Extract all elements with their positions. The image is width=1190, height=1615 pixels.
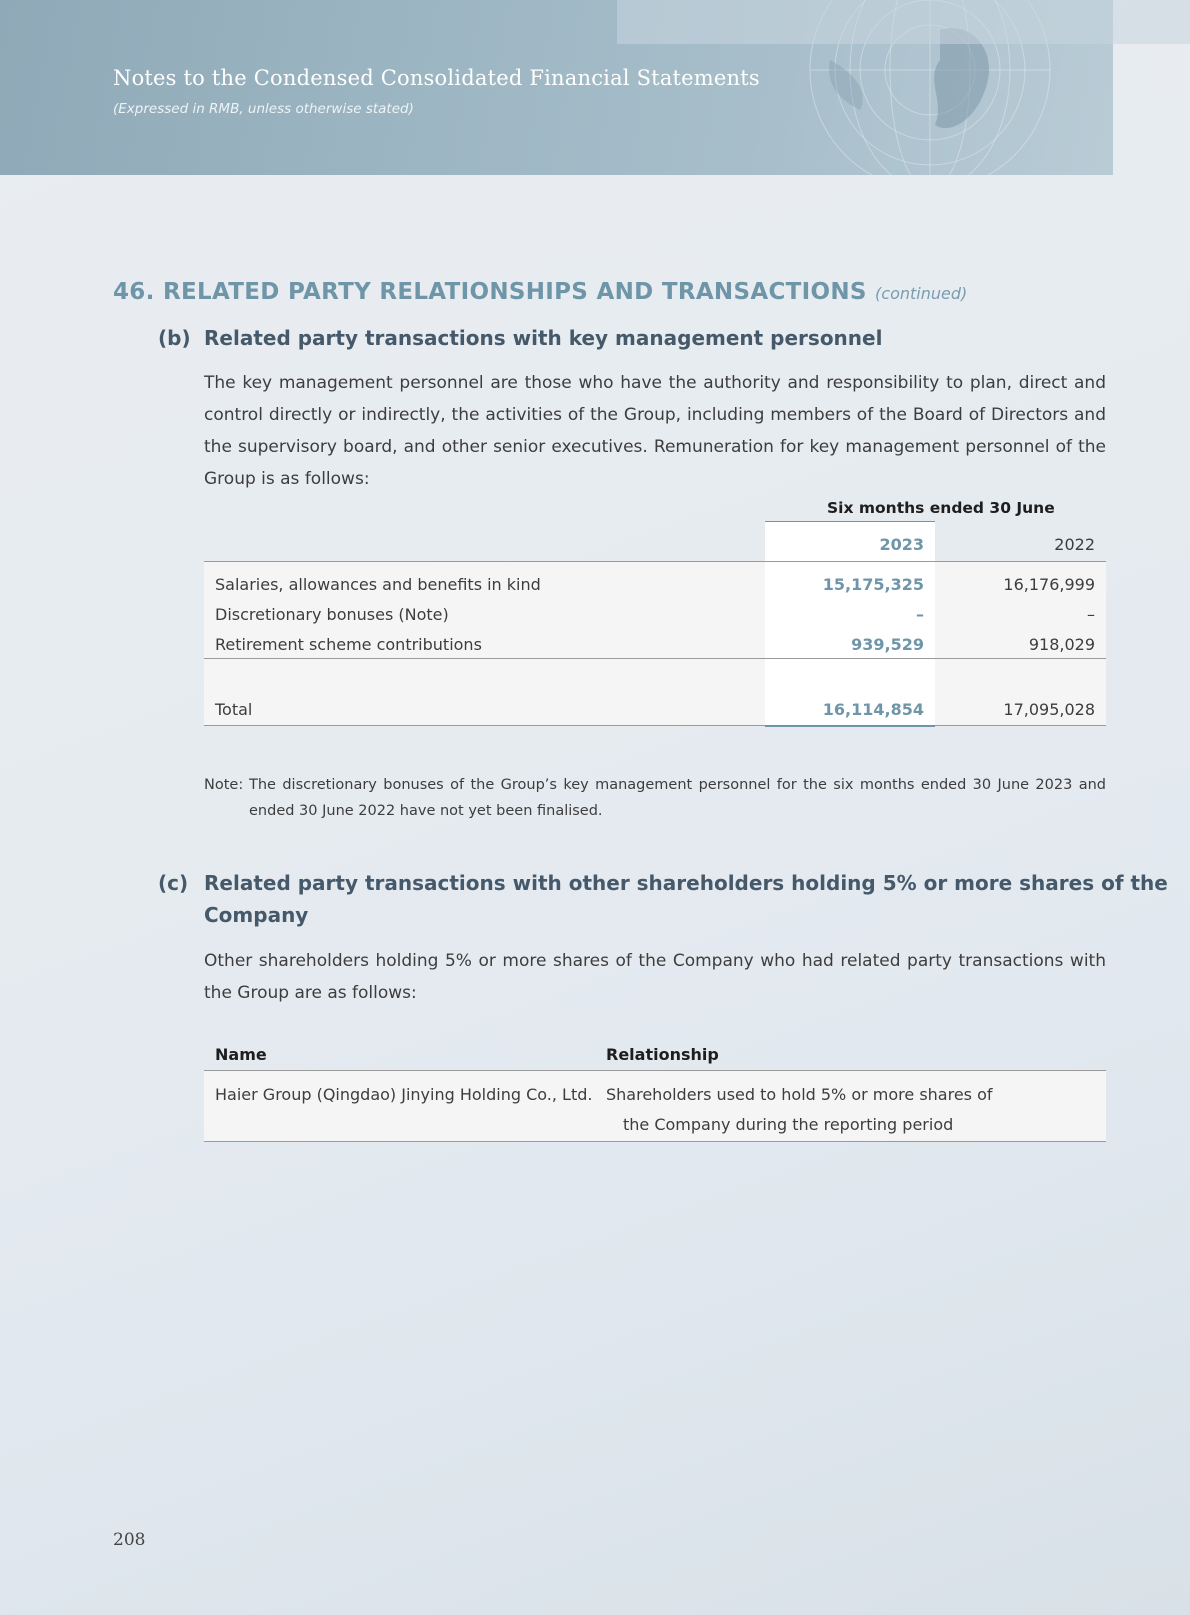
period-underline: [765, 521, 935, 522]
note-text: The discretionary bonuses of the Group’s key management personnel for the six months ended 30 June 2023 and ended 30 June 2022 have not yet been finalised.: [249, 777, 1106, 819]
value-2022: 918,029: [1028, 635, 1095, 654]
total-label: Total: [215, 700, 253, 719]
part-c-paragraph: Other shareholders holding 5% or more shares of the Company who had related party transactions with the Group are as follows:: [204, 951, 1106, 1003]
shareholders-table: [204, 1037, 1106, 1143]
value-2022: –: [1087, 605, 1095, 624]
part-b-paragraph: The key management personnel are those who have the authority and responsibility to plan, direct and control directly or indirectly, the activities of the Group, including members of the Board of Directors and the supervisory board, and other senior executives. Remuneration for key management personnel of the Group is as follows:: [204, 373, 1106, 489]
section-continued: (continued): [875, 284, 968, 303]
table-row: [204, 575, 1106, 599]
header-rule: [204, 1070, 1106, 1071]
highlight-bottom-rule: [765, 725, 935, 727]
subtotal-rule: [204, 658, 1106, 659]
column-header-relationship: Relationship: [606, 1045, 719, 1064]
table-row: [204, 635, 1106, 659]
total-value-2022: 17,095,028: [1003, 700, 1095, 719]
value-2023: 939,529: [851, 635, 924, 654]
part-b-title: Related party transactions with key management personnel: [204, 326, 883, 350]
column-header-2022: 2022: [1054, 535, 1095, 554]
section-number: 46.: [113, 279, 155, 305]
shareholder-name: Haier Group (Qingdao) Jinying Holding Co., Ltd.: [215, 1085, 593, 1104]
part-c-title-line1: Related party transactions with other shareholders holding 5% or more shares of the: [204, 871, 1168, 895]
remuneration-table: [204, 495, 1106, 735]
section-title: RELATED PARTY RELATIONSHIPS AND TRANSACTIONS: [162, 279, 867, 305]
header-strip: [617, 0, 1190, 44]
row-label: Retirement scheme contributions: [215, 635, 482, 654]
value-2022: 16,176,999: [1003, 575, 1095, 594]
part-c-title-line2: Company: [204, 903, 309, 927]
table-row: [204, 605, 1106, 629]
part-b-label: (b): [158, 326, 191, 350]
page-number: 208: [113, 1530, 146, 1550]
part-c-heading: [158, 871, 1168, 931]
total-row: [204, 700, 1106, 724]
section-heading: [113, 279, 967, 305]
bottom-rule: [204, 1141, 1106, 1142]
part-b-heading: [158, 326, 1108, 354]
row-label: Discretionary bonuses (Note): [215, 605, 449, 624]
note-label: Note:: [204, 777, 244, 793]
bottom-rule: [204, 725, 1106, 726]
column-header-name: Name: [215, 1045, 267, 1064]
relationship-line1: Shareholders used to hold 5% or more shares of: [606, 1085, 993, 1104]
column-header-2023: 2023: [879, 535, 924, 554]
total-value-2023: 16,114,854: [822, 700, 924, 719]
row-label: Salaries, allowances and benefits in kind: [215, 575, 541, 594]
header-rule: [204, 561, 1106, 562]
value-2023: –: [916, 605, 924, 624]
running-header-title: Notes to the Condensed Consolidated Financial Statements: [113, 66, 760, 90]
relationship-line2: the Company during the reporting period: [623, 1115, 954, 1134]
part-c-label: (c): [158, 871, 189, 895]
running-header-subtitle: (Expressed in RMB, unless otherwise stated): [113, 101, 414, 117]
value-2023: 15,175,325: [822, 575, 924, 594]
period-header: Six months ended 30 June: [827, 499, 1055, 517]
